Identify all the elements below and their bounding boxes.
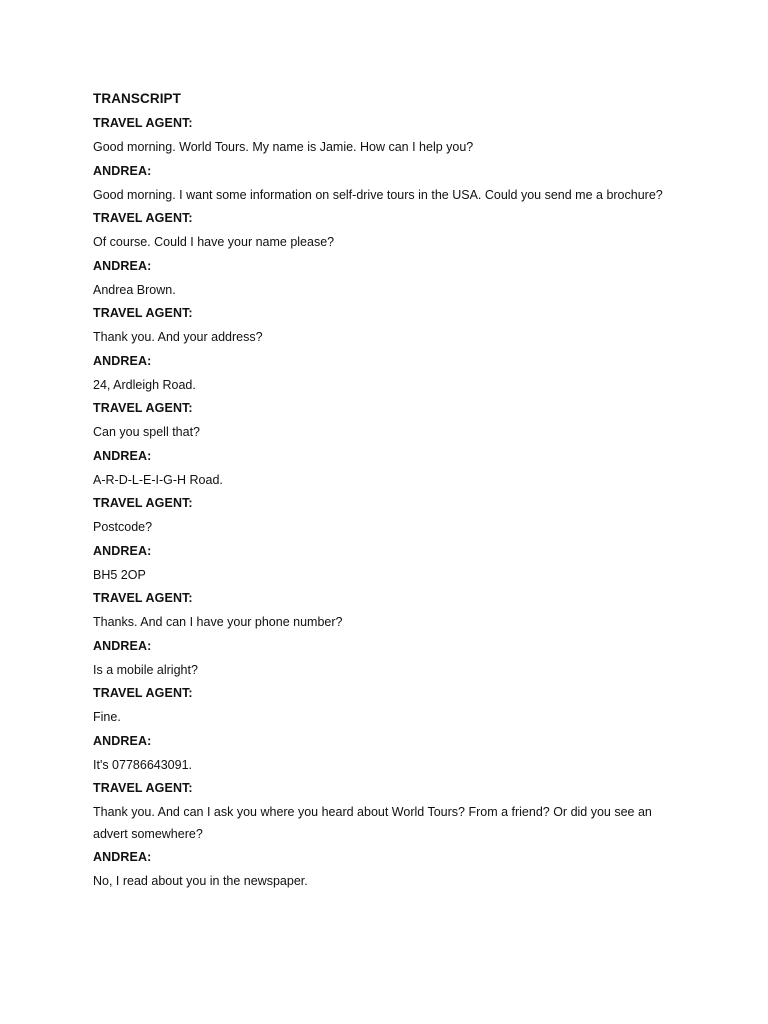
dialogue-line: BH5 2OP [93, 567, 146, 582]
dialogue-turn [93, 448, 668, 492]
dialogue-line: 24, Ardleigh Road. [93, 377, 196, 392]
dialogue-line: It's 07786643091. [93, 757, 192, 772]
dialogue-turn [93, 638, 668, 682]
speaker-label: TRAVEL AGENT: [93, 306, 193, 320]
dialogue-line: Good morning. I want some information on self-drive tours in the USA. Could you send me a brochure? [93, 187, 663, 202]
speaker-label: ANDREA: [93, 543, 152, 558]
dialogue-turn [93, 685, 668, 729]
dialogue-turn [93, 400, 668, 444]
dialogue-line: Of course. Could I have your name please? [93, 235, 335, 249]
dialogue-line: No, I read about you in the newspaper. [93, 874, 308, 888]
dialogue-turn [93, 115, 668, 159]
dialogue-turn [93, 495, 668, 539]
speaker-label: ANDREA: [93, 353, 152, 368]
speaker-label: TRAVEL AGENT: [93, 401, 193, 415]
speaker-label: TRAVEL AGENT: [93, 116, 193, 130]
dialogue-line: Is a mobile alright? [93, 662, 198, 677]
dialogue-turn [93, 163, 668, 207]
dialogue-line: Thank you. And your address? [93, 330, 263, 344]
speaker-label: ANDREA: [93, 850, 152, 864]
speaker-label: ANDREA: [93, 258, 152, 273]
speaker-label: TRAVEL AGENT: [93, 496, 193, 510]
dialogue-turn [93, 353, 668, 397]
dialogue-turn [93, 590, 668, 634]
speaker-label: TRAVEL AGENT: [93, 781, 193, 795]
dialogue-turn [93, 258, 668, 302]
speaker-label: ANDREA: [93, 448, 152, 463]
dialogue-turn [93, 543, 668, 587]
speaker-label: ANDREA: [93, 163, 152, 178]
dialogue-turn [93, 780, 668, 845]
speaker-label: ANDREA: [93, 733, 152, 748]
speaker-label: TRAVEL AGENT: [93, 686, 193, 700]
dialogue-turn [93, 849, 668, 893]
dialogue-line: Good morning. World Tours. My name is Jamie. How can I help you? [93, 140, 474, 154]
dialogue-turn [93, 210, 668, 254]
dialogue-turn [93, 733, 668, 777]
speaker-label: TRAVEL AGENT: [93, 211, 193, 225]
dialogue-line: Andrea Brown. [93, 282, 176, 297]
dialogue-line: Thank you. And can I ask you where you heard about World Tours? From a friend? Or did you see an advert somewhere? [93, 805, 652, 841]
speaker-label: ANDREA: [93, 638, 152, 653]
speaker-label: TRAVEL AGENT: [93, 591, 193, 605]
dialogue-line: Can you spell that? [93, 425, 201, 439]
document-title: TRANSCRIPT [93, 91, 181, 106]
dialogue-line: A-R-D-L-E-I-G-H Road. [93, 472, 223, 487]
dialogue-line: Fine. [93, 710, 121, 724]
dialogue-turn [93, 305, 668, 349]
dialogue-line: Thanks. And can I have your phone number? [93, 615, 343, 629]
dialogue-line: Postcode? [93, 520, 153, 534]
